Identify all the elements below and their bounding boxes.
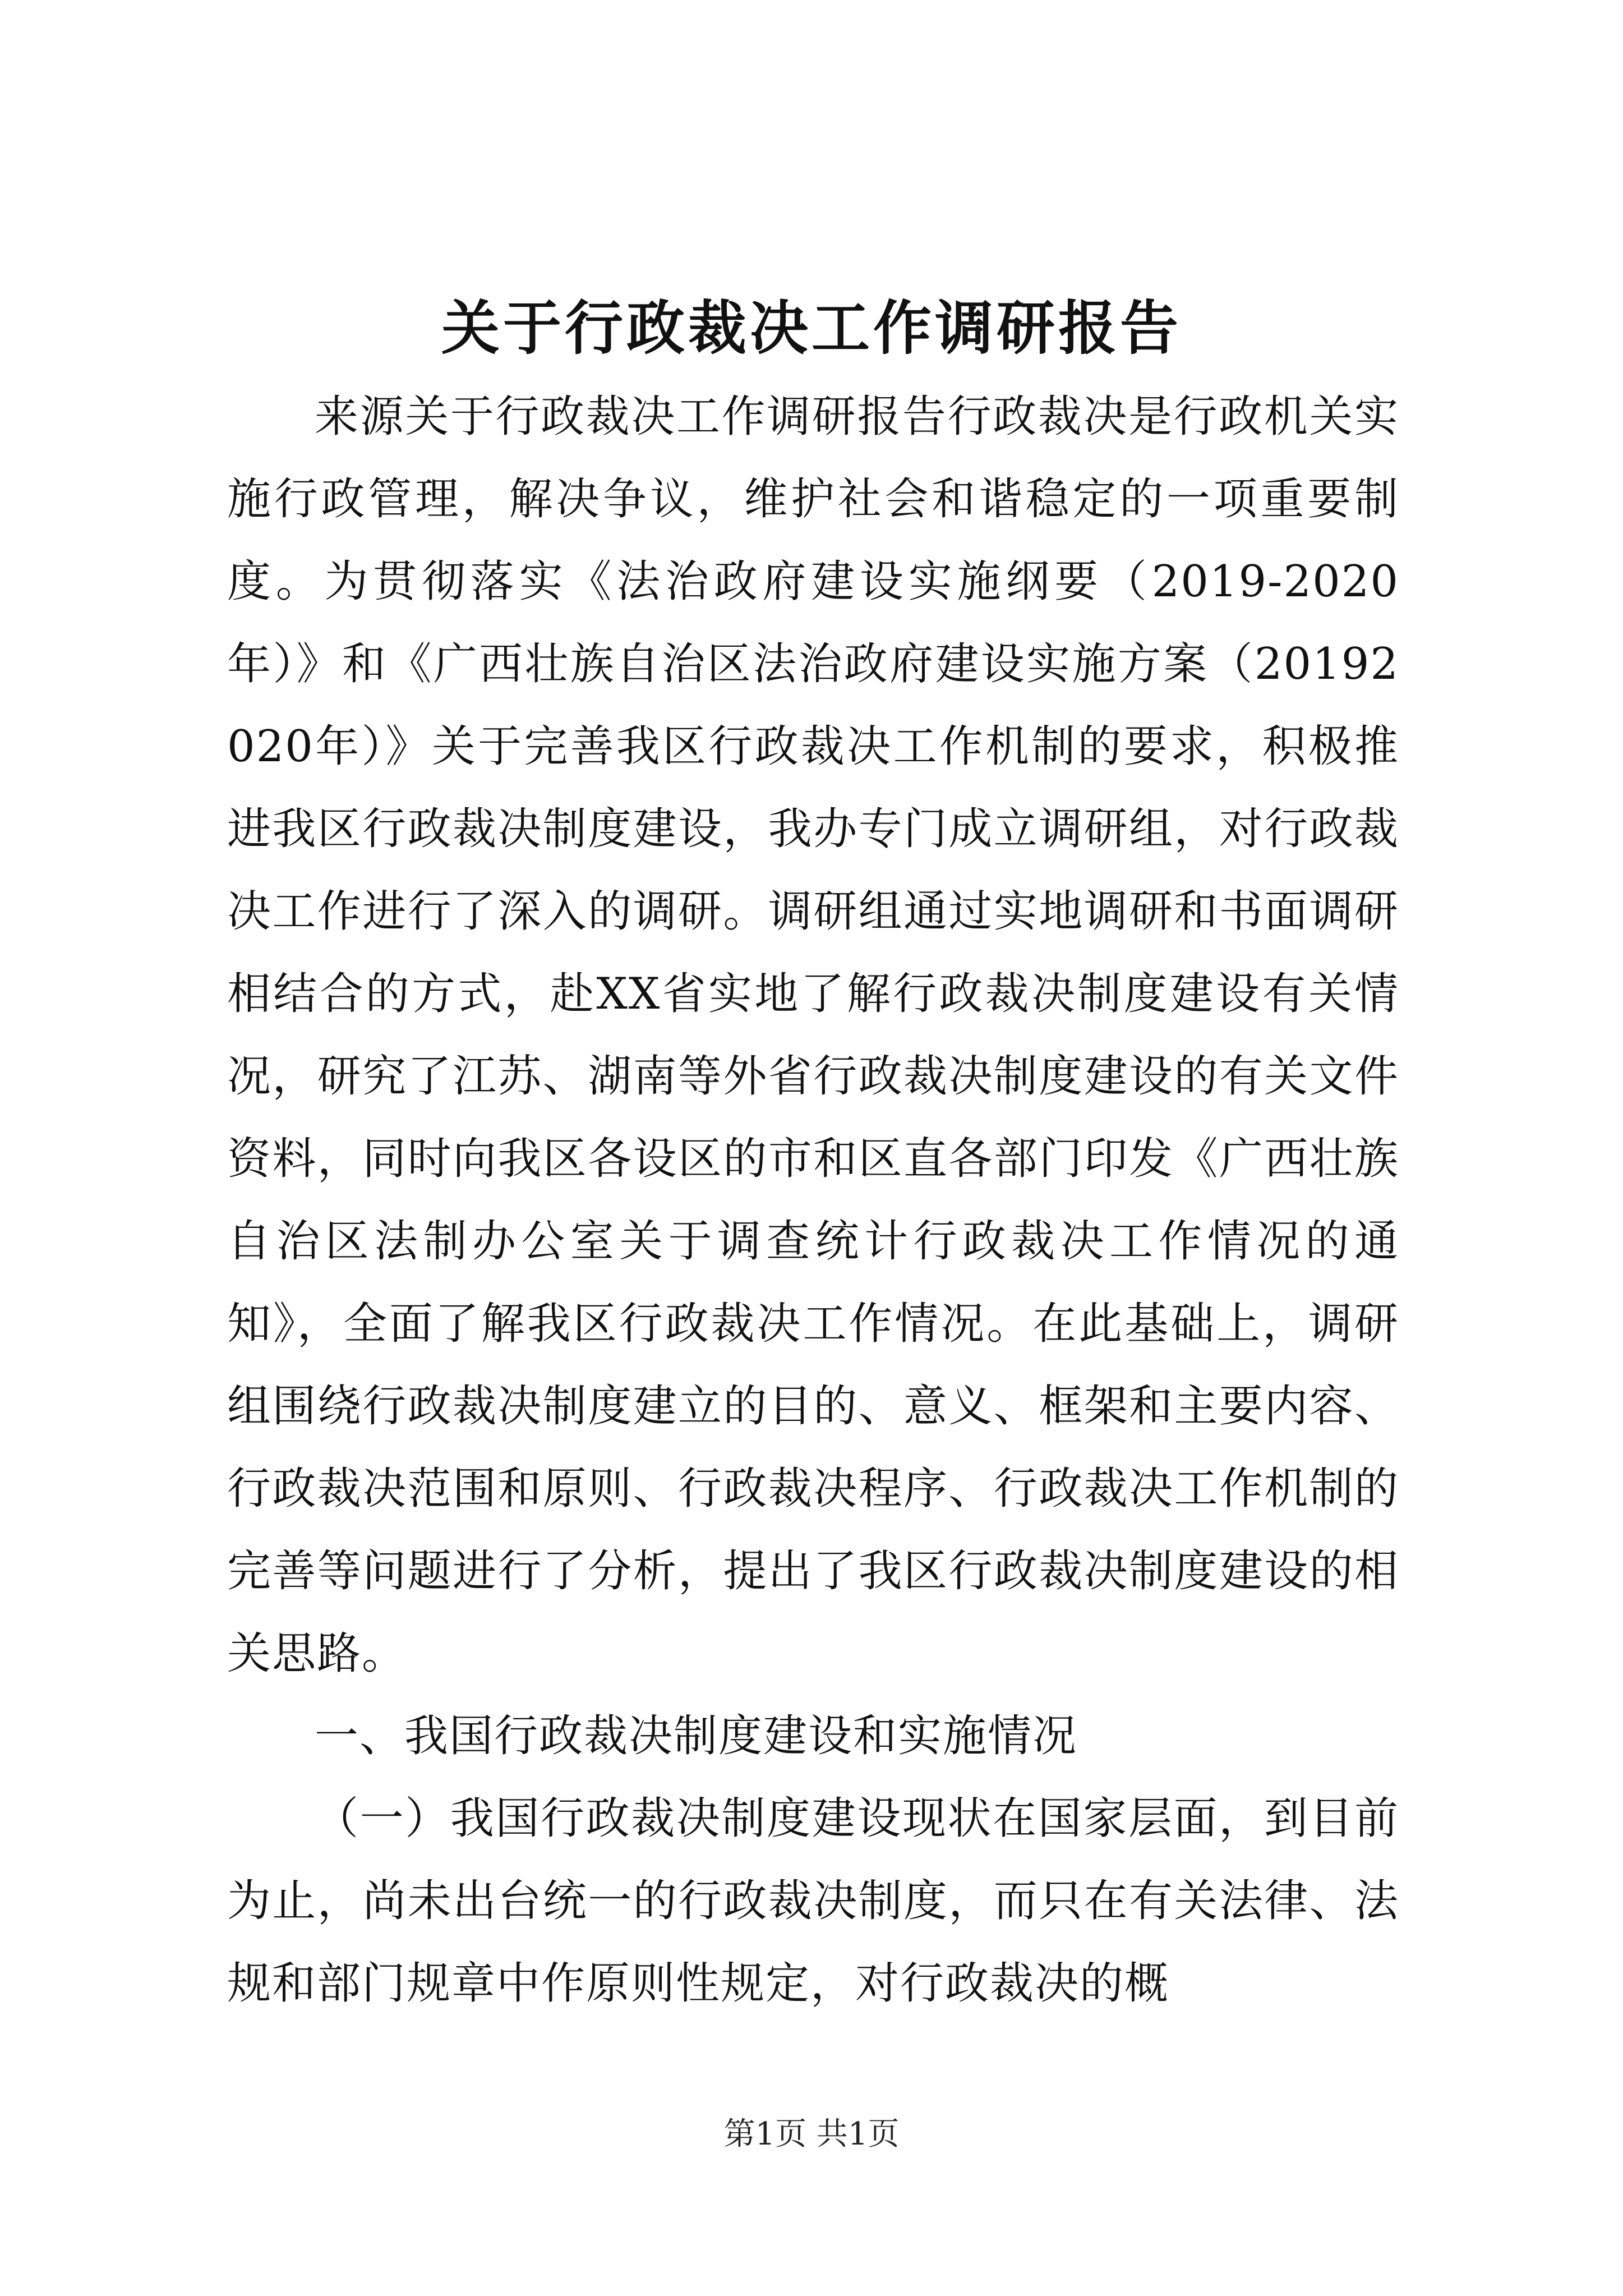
document-body [227, 376, 1399, 2025]
section-heading: 一、我国行政裁决制度建设和实施情况 [315, 1711, 1078, 1761]
subsection-paragraph: （一）我国行政裁决制度建设现状在国家层面，到目前为止，尚未出台统一的行政裁决制度，而只在有关法律、法规和部门规章中作原则性规定，对行政裁决的概 [227, 1793, 1399, 2009]
page-footer: 第1页 共1页 [723, 2116, 900, 2152]
intro-paragraph: 来源关于行政裁决工作调研报告行政裁决是行政机关实施行政管理，解决争议，维护社会和谐稳定的一项重要制度。为贯彻落实《法治政府建设实施纲要（2019-2020年）》和《广西壮族自治区法治政府建设实施方案（20192020年）》关于完善我区行政裁决工作机制的要求，积极推进我区行政裁决制度建设，我办专门成立调研组，对行政裁决工作进行了深入的调研。调研组通过实地调研和书面调研相结合的方式，赴XX省实地了解行政裁决制度建设有关情况，研究了江苏、湖南等外省行政裁决制度建设的有关文件资料，同时向我区各设区的市和区直各部门印发《广西壮族自治区法制办公室关于调查统计行政裁决工作情况的通知》，全面了解我区行政裁决工作情况。在此基础上，调研组围绕行政裁决制度建立的目的、意义、框架和主要内容、行政裁决范围和原则、行政裁决程序、行政裁决工作机制的完善等问题进行了分析，提出了我区行政裁决制度建设的相关思路。 [227, 392, 1399, 1679]
document-title: 关于行政裁决工作调研报告 [441, 293, 1182, 362]
